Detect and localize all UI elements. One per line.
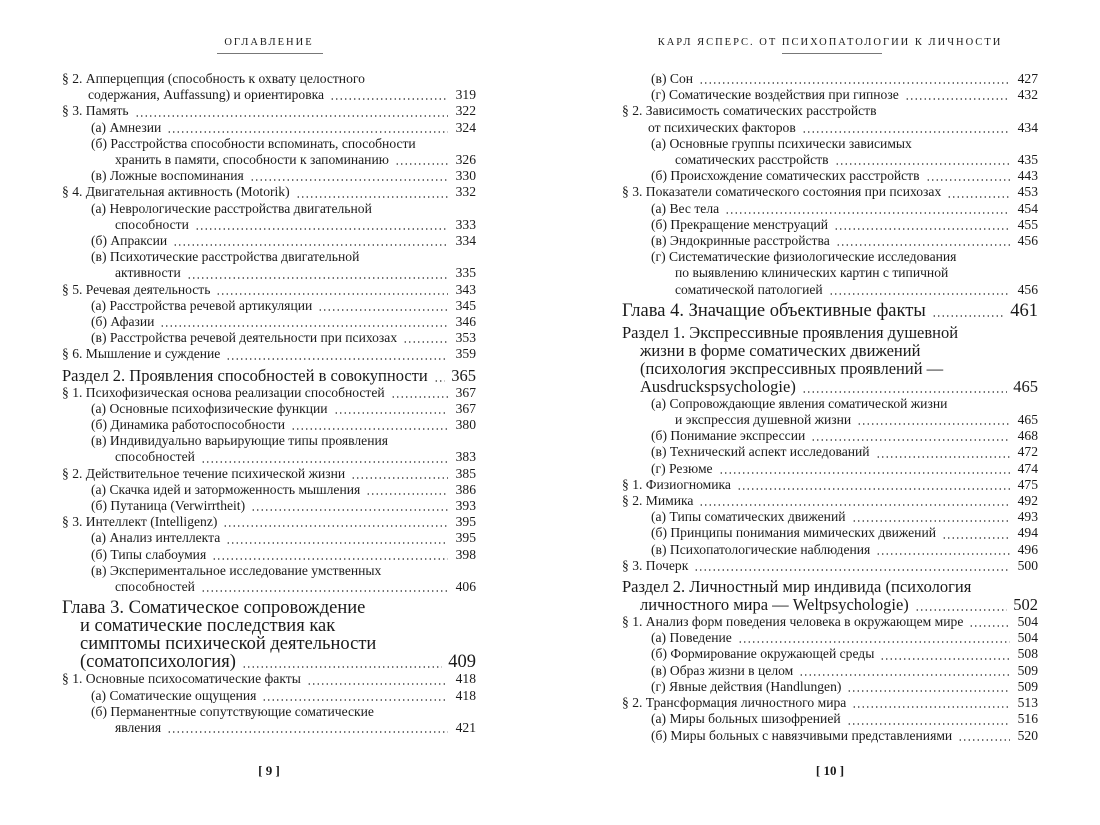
toc-entry-title: (в) Технический аспект исследований: [651, 444, 870, 460]
toc-page-number: 456: [1017, 233, 1038, 249]
toc-entry: [622, 168, 1038, 184]
toc-entry-title: (в) Психотические расстройства двигательной: [91, 249, 360, 265]
toc-entry-title: (а) Соматические ощущения: [91, 687, 257, 703]
toc-entry-title: от психических факторов: [648, 119, 796, 135]
dot-leader: [251, 509, 448, 511]
toc-page-number: 465: [1013, 376, 1038, 396]
toc-entry: [622, 542, 1038, 558]
toc-entry-title: (б) Прекращение менструаций: [651, 216, 829, 232]
toc-entry-title: (а) Скачка идей и заторможенность мышления: [91, 481, 361, 497]
toc-entry-title: симптомы психической деятельности: [80, 634, 377, 655]
toc-entry: [62, 120, 476, 136]
toc-page-number: 367: [455, 384, 476, 400]
dot-leader: [318, 309, 448, 311]
toc-entry: [62, 671, 476, 687]
toc-entry-title: (в) Расстройства речевой деятельности при психозах: [91, 330, 398, 346]
dot-leader: [366, 493, 448, 495]
toc-entry-title: по выявлению клинических картин с типичной: [675, 265, 949, 281]
toc-entry-title: Раздел 1. Экспрессивные проявления душевной: [622, 322, 959, 342]
toc-entry-title: § 1. Психофизическая основа реализации способностей: [62, 384, 385, 400]
toc-entry-title: (а) Неврологические расстройства двигательной: [91, 200, 372, 216]
dot-leader: [694, 569, 1010, 571]
dot-leader: [223, 525, 448, 527]
toc-page-number: 324: [455, 119, 476, 135]
toc-page-number: 380: [455, 417, 476, 433]
toc-entry: [622, 302, 1038, 320]
dot-leader: [835, 163, 1010, 165]
toc-entry-title: § 3. Память: [62, 103, 129, 119]
toc-page-number: 465: [1017, 412, 1038, 428]
dot-leader: [802, 391, 1007, 393]
toc-page-number: 406: [455, 579, 476, 595]
toc-entry-title: § 6. Мышление и суждение: [62, 346, 221, 362]
toc-entry-title: (а) Расстройства речевой артикуляции: [91, 297, 313, 313]
toc-entry-title: § 1. Основные психосоматические факты: [62, 671, 301, 687]
toc-entry: [62, 136, 476, 168]
toc-entry-title: способностей: [115, 449, 195, 465]
toc-entry: [622, 428, 1038, 444]
toc-page-number: 434: [1017, 119, 1038, 135]
toc-entry: [62, 599, 476, 671]
toc-page-number: 513: [1017, 695, 1038, 711]
dot-leader: [187, 277, 448, 279]
toc-page-number: 502: [1013, 595, 1038, 615]
toc-page-number: 345: [455, 297, 476, 313]
toc-page-number: 418: [455, 671, 476, 687]
toc-page-number: 504: [1017, 614, 1038, 630]
dot-leader: [857, 423, 1010, 425]
toc-entry-title: (б) Миры больных с навязчивыми представлениями: [651, 727, 953, 743]
toc-entry: [62, 71, 476, 103]
toc-entry: [62, 249, 476, 281]
toc-entry-title: § 2. Апперцепция (способность к охвату целостного: [62, 71, 365, 86]
toc-page-number: 493: [1017, 509, 1038, 525]
toc-page-number: 472: [1017, 444, 1038, 460]
toc-entry-title: (г) Явные действия (Handlungen): [651, 678, 842, 694]
toc-entry: [622, 711, 1038, 727]
toc-entry: [622, 728, 1038, 744]
toc-entry: [62, 367, 476, 385]
toc-entry-title: и соматические последствия как: [80, 616, 336, 637]
toc-entry: [62, 346, 476, 362]
dot-leader: [216, 293, 448, 295]
running-head: КАРЛ ЯСПЕРС. ОТ ПСИХОПАТОЛОГИИ К ЛИЧНОСТИ: [657, 37, 1003, 48]
toc-page-number: 492: [1017, 493, 1038, 509]
toc-entry: [622, 578, 1038, 614]
toc-entry-title: (б) Динамика работоспособности: [91, 417, 286, 433]
toc-list: [62, 71, 476, 736]
dot-leader: [434, 380, 446, 382]
toc-entry-title: (в) Ложные воспоминания: [91, 168, 244, 184]
toc-entry-title: (б) Типы слабоумия: [91, 546, 207, 562]
toc-entry-title: § 2. Трансформация личностного мира: [622, 695, 847, 711]
right-page: [622, 0, 1038, 825]
toc-entry: [62, 466, 476, 482]
toc-page-number: 520: [1017, 727, 1038, 743]
dot-leader: [915, 609, 1007, 611]
toc-entry-title: § 1. Физиогномика: [622, 476, 731, 492]
dot-leader: [737, 488, 1010, 490]
toc-entry-title: § 5. Речевая деятельность: [62, 281, 211, 297]
toc-entry: [62, 201, 476, 233]
toc-page-number: 494: [1017, 525, 1038, 541]
toc-entry-title: активности: [115, 265, 181, 281]
toc-entry-title: (а) Сопровождающие явления соматической жизни: [651, 395, 948, 411]
toc-entry-title: (а) Основные группы психически зависимых: [651, 135, 912, 151]
toc-entry-title: (а) Миры больных шизофренией: [651, 711, 841, 727]
toc-page-number: 353: [455, 330, 476, 346]
toc-page-number: 500: [1017, 557, 1038, 573]
toc-entry-title: (г) Соматические воздействия при гипнозе: [651, 87, 899, 103]
toc-entry-title: (в) Экспериментальное исследование умственных: [91, 562, 382, 578]
dot-leader: [351, 477, 448, 479]
head-rule: [217, 53, 323, 54]
toc-entry-title: (в) Психопатологические наблюдения: [651, 541, 871, 557]
dot-leader: [876, 553, 1010, 555]
toc-entry-title: Ausdruckspsychologie): [640, 376, 796, 396]
toc-entry: [622, 525, 1038, 541]
toc-entry-title: (б) Путаница (Verwirrtheit): [91, 498, 246, 514]
toc-page-number: 454: [1017, 200, 1038, 216]
toc-page-number: 359: [455, 346, 476, 362]
toc-entry: [62, 184, 476, 200]
dot-leader: [876, 456, 1010, 458]
toc-entry-title: (а) Анализ интеллекта: [91, 530, 221, 546]
dot-leader: [847, 723, 1010, 725]
toc-page-number: 461: [1010, 300, 1038, 321]
toc-entry-title: (б) Понимание экспрессии: [651, 428, 806, 444]
toc-entry: [622, 444, 1038, 460]
toc-entry: [62, 417, 476, 433]
toc-entry: [622, 324, 1038, 396]
toc-entry-title: соматической патологией: [675, 281, 823, 297]
dot-leader: [852, 520, 1010, 522]
toc-entry-title: (г) Резюме: [651, 460, 713, 476]
toc-entry: [62, 103, 476, 119]
dot-leader: [173, 244, 448, 246]
toc-entry: [622, 695, 1038, 711]
dot-leader: [699, 504, 1010, 506]
toc-entry: [622, 87, 1038, 103]
toc-entry-title: (б) Апраксии: [91, 233, 168, 249]
toc-entry: [622, 493, 1038, 509]
dot-leader: [725, 212, 1010, 214]
dot-leader: [262, 699, 448, 701]
toc-entry-title: § 2. Действительное течение психической жизни: [62, 465, 346, 481]
dot-leader: [160, 325, 448, 327]
toc-page-number: 319: [455, 87, 476, 103]
dot-leader: [947, 196, 1010, 198]
dot-leader: [296, 196, 448, 198]
toc-page-number: 443: [1017, 168, 1038, 184]
toc-entry: [622, 103, 1038, 135]
toc-entry-title: (в) Образ жизни в целом: [651, 662, 794, 678]
dot-leader: [307, 683, 448, 685]
dot-leader: [167, 731, 448, 733]
dot-leader: [226, 542, 448, 544]
dot-leader: [969, 625, 1010, 627]
toc-entry: [62, 563, 476, 595]
toc-entry-title: (б) Происхождение соматических расстройств: [651, 168, 920, 184]
dot-leader: [811, 439, 1010, 441]
toc-entry-title: Раздел 2. Проявления способностей в совокупности: [62, 365, 428, 385]
dot-leader: [958, 739, 1010, 741]
toc-page-number: 508: [1017, 646, 1038, 662]
toc-entry: [622, 461, 1038, 477]
toc-page-number: 398: [455, 546, 476, 562]
dot-leader: [195, 228, 448, 230]
toc-entry: [62, 233, 476, 249]
toc-entry: [62, 498, 476, 514]
toc-entry: [62, 482, 476, 498]
toc-entry: [62, 547, 476, 563]
toc-entry-title: хранить в памяти, способности к запоминанию: [115, 152, 389, 168]
toc-entry: [62, 298, 476, 314]
dot-leader: [738, 641, 1010, 643]
dot-leader: [847, 690, 1010, 692]
toc-page-number: 385: [455, 465, 476, 481]
toc-entry-title: (б) Перманентные сопутствующие соматические: [91, 703, 374, 719]
toc-page-number: 386: [455, 481, 476, 497]
dot-leader: [836, 244, 1010, 246]
toc-entry: [622, 71, 1038, 87]
toc-entry: [622, 477, 1038, 493]
toc-entry: [62, 530, 476, 546]
toc-page-number: 332: [455, 184, 476, 200]
toc-page-number: 468: [1017, 428, 1038, 444]
left-page: [62, 0, 476, 825]
dot-leader: [926, 179, 1010, 181]
toc-entry-title: личностного мира — Weltpsychologie): [640, 595, 909, 615]
toc-entry: [622, 217, 1038, 233]
toc-entry-title: (а) Вес тела: [651, 200, 720, 216]
toc-entry-title: (а) Основные психофизические функции: [91, 400, 328, 416]
dot-leader: [834, 228, 1010, 230]
toc-entry: [622, 614, 1038, 630]
dot-leader: [391, 396, 448, 398]
toc-entry: [622, 233, 1038, 249]
dot-leader: [201, 590, 448, 592]
toc-entry-title: (в) Индивидуально варьирующие типы проявления: [91, 433, 389, 449]
toc-page-number: 326: [455, 152, 476, 168]
toc-entry-title: (соматопсихология): [80, 652, 236, 673]
dot-leader: [932, 315, 1004, 317]
toc-entry: [622, 630, 1038, 646]
toc-entry-title: (психология экспрессивных проявлений —: [640, 358, 944, 378]
toc-page-number: 395: [455, 514, 476, 530]
dot-leader: [201, 461, 448, 463]
toc-page-number: 432: [1017, 87, 1038, 103]
toc-entry: [622, 509, 1038, 525]
toc-list: [622, 71, 1038, 744]
toc-page-number: 346: [455, 314, 476, 330]
dot-leader: [403, 341, 448, 343]
toc-page-number: 322: [455, 103, 476, 119]
toc-entry-title: и экспрессия душевной жизни: [675, 412, 852, 428]
toc-page-number: 421: [455, 719, 476, 735]
dot-leader: [799, 674, 1010, 676]
toc-entry-title: (б) Принципы понимания мимических движений: [651, 525, 937, 541]
dot-leader: [167, 131, 448, 133]
toc-page-number: 475: [1017, 476, 1038, 492]
dot-leader: [852, 706, 1010, 708]
toc-page-number: 333: [455, 216, 476, 232]
toc-entry-title: Глава 4. Значащие объективные факты: [622, 300, 926, 321]
dot-leader: [395, 163, 448, 165]
toc-entry-title: (б) Формирование окружающей среды: [651, 646, 875, 662]
toc-entry-title: (а) Типы соматических движений: [651, 509, 846, 525]
toc-entry-title: Раздел 2. Личностный мир индивида (психология: [622, 577, 972, 597]
head-rule: [782, 53, 882, 54]
toc-entry: [622, 249, 1038, 298]
toc-page-number: 409: [448, 652, 476, 673]
toc-page-number: 395: [455, 530, 476, 546]
dot-leader: [942, 537, 1010, 539]
toc-page-number: 453: [1017, 184, 1038, 200]
toc-page-number: 509: [1017, 678, 1038, 694]
toc-entry-title: § 2. Зависимость соматических расстройств: [622, 103, 877, 119]
toc-entry-title: § 1. Анализ форм поведения человека в окружающем мире: [622, 614, 964, 630]
toc-entry: [622, 184, 1038, 200]
dot-leader: [905, 98, 1010, 100]
dot-leader: [226, 358, 448, 360]
toc-entry: [62, 282, 476, 298]
toc-entry: [62, 401, 476, 417]
dot-leader: [719, 472, 1010, 474]
toc-entry: [622, 201, 1038, 217]
toc-entry: [62, 385, 476, 401]
toc-entry-title: (г) Систематические физиологические исследования: [651, 249, 957, 265]
toc-page-number: 383: [455, 449, 476, 465]
toc-page-number: 435: [1017, 152, 1038, 168]
toc-page-number: 365: [451, 365, 476, 385]
dot-leader: [242, 666, 442, 668]
toc-page-number: 393: [455, 498, 476, 514]
toc-entry: [62, 314, 476, 330]
toc-entry-title: (в) Сон: [651, 71, 694, 86]
toc-entry-title: жизни в форме соматических движений: [640, 340, 921, 360]
toc-entry-title: способности: [115, 216, 189, 232]
toc-entry-title: (а) Амнезии: [91, 119, 162, 135]
toc-page-number: 455: [1017, 216, 1038, 232]
dot-leader: [135, 115, 448, 117]
toc-entry: [622, 679, 1038, 695]
toc-page-number: 335: [455, 265, 476, 281]
toc-entry-title: (б) Афазии: [91, 314, 155, 330]
toc-entry: [622, 646, 1038, 662]
dot-leader: [250, 179, 448, 181]
toc-page-number: 418: [455, 687, 476, 703]
toc-page-number: 504: [1017, 630, 1038, 646]
toc-entry: [62, 704, 476, 736]
toc-entry: [622, 396, 1038, 428]
toc-entry-title: § 3. Показатели соматического состояния при психозах: [622, 184, 942, 200]
toc-page-number: 367: [455, 400, 476, 416]
page-number: [ 10 ]: [815, 763, 845, 778]
page-number: [ 9 ]: [258, 763, 280, 778]
toc-entry-title: (в) Эндокринные расстройства: [651, 233, 830, 249]
toc-entry-title: § 2. Мимика: [622, 493, 694, 509]
toc-entry-title: Глава 3. Соматическое сопровождение: [62, 598, 366, 619]
running-head: ОГЛАВЛЕНИЕ: [224, 37, 314, 48]
toc-entry-title: содержания, Auffassung) и ориентировка: [88, 87, 325, 103]
toc-entry-title: (а) Поведение: [651, 630, 732, 646]
toc-entry-title: (б) Расстройства способности вспоминать, способности: [91, 135, 416, 151]
dot-leader: [330, 98, 448, 100]
toc-entry: [62, 688, 476, 704]
toc-page-number: 474: [1017, 460, 1038, 476]
toc-entry: [62, 433, 476, 465]
toc-entry: [62, 168, 476, 184]
toc-entry: [622, 663, 1038, 679]
toc-page-number: 427: [1017, 71, 1038, 86]
toc-entry-title: способностей: [115, 579, 195, 595]
dot-leader: [829, 293, 1010, 295]
toc-page-number: 509: [1017, 662, 1038, 678]
toc-entry-title: § 4. Двигательная активность (Motorik): [62, 184, 290, 200]
dot-leader: [334, 412, 448, 414]
toc-entry: [622, 558, 1038, 574]
toc-page-number: 456: [1017, 281, 1038, 297]
dot-leader: [291, 428, 448, 430]
toc-entry-title: соматических расстройств: [675, 152, 829, 168]
dot-leader: [802, 131, 1010, 133]
toc-entry: [62, 330, 476, 346]
toc-entry: [62, 514, 476, 530]
toc-page-number: 334: [455, 233, 476, 249]
toc-entry-title: § 3. Интеллект (Intelligenz): [62, 514, 218, 530]
toc-entry-title: § 3. Почерк: [622, 557, 689, 573]
dot-leader: [699, 82, 1010, 84]
toc-page-number: 496: [1017, 541, 1038, 557]
toc-entry-title: явления: [115, 719, 162, 735]
toc-entry: [622, 136, 1038, 168]
dot-leader: [880, 658, 1010, 660]
toc-page-number: 516: [1017, 711, 1038, 727]
toc-page-number: 330: [455, 168, 476, 184]
toc-page-number: 343: [455, 281, 476, 297]
dot-leader: [212, 558, 448, 560]
